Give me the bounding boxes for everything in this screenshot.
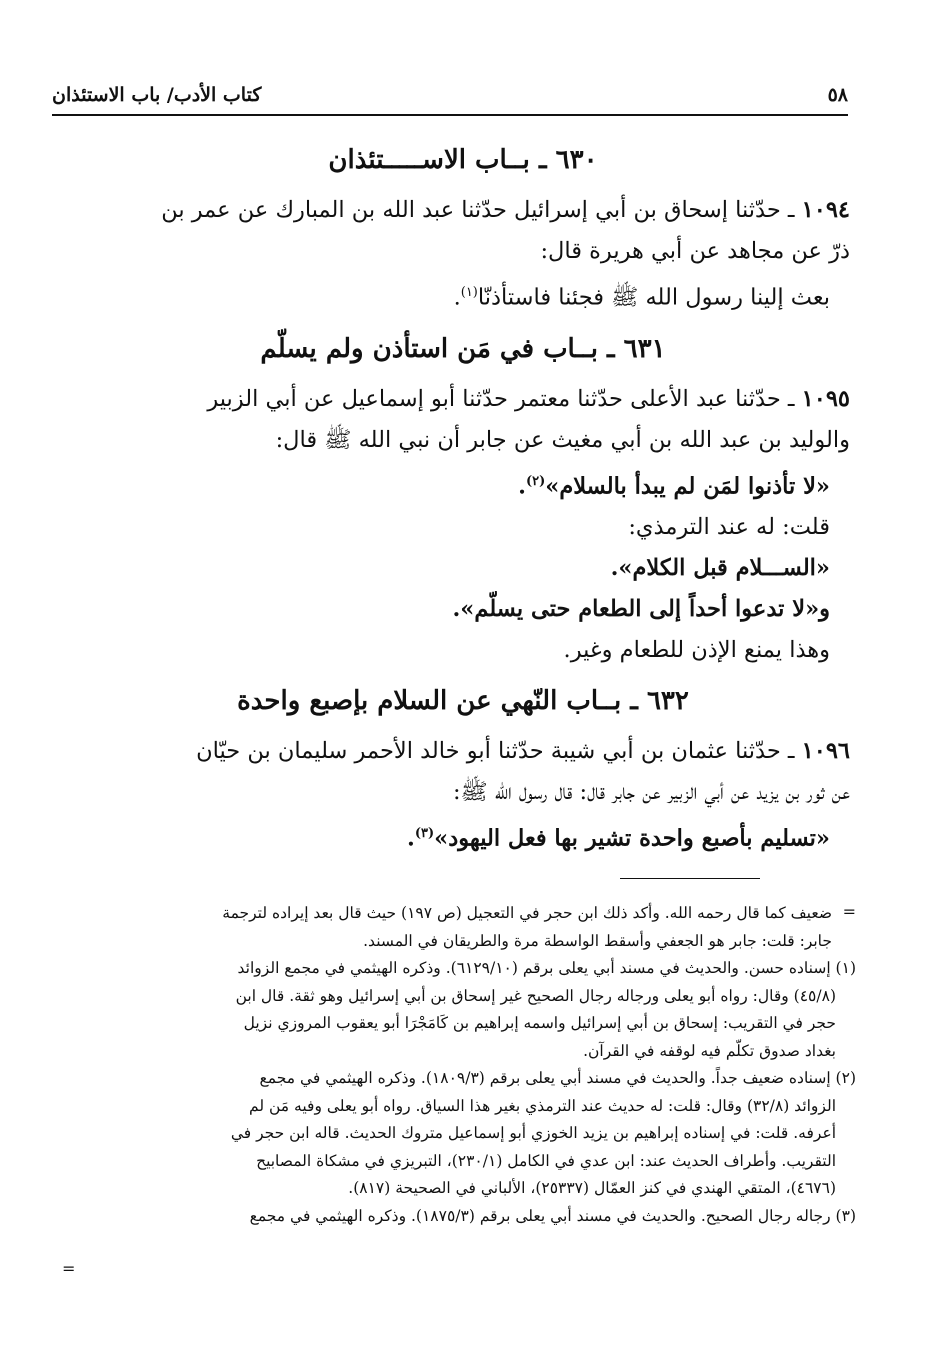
footnote-rule [620,878,760,879]
hadith-line: عن ثور بن يزيد عن أبي الزبير عن جابر قال: قال رسول الله ﷺ: [452,779,850,805]
hadith-line: والوليد بن عبد الله بن أبي مغيث عن جابر أن نبي الله ﷺ قال: [275,426,850,453]
hadith-text: ـ حدّثنا إسحاق بن أبي إسرائيل حدّثنا عبد الله بن المبارك عن عمر بن [161,197,802,223]
hadith-text: بعث إلينا رسول الله ﷺ فجئنا فاستأذنّا [477,284,830,311]
footnote-2: (٢) إسناده ضعيف جداً. والحديث في مسند أبي يعلى برقم (١٨٠٩/٣). وذكره الهيثمي في مجمع [259,1069,856,1087]
footnote-line: التقريب. وأطراف الحديث عند: ابن عدي في الكامل (٢٣٠/١)، التبريزي في مشكاة المصابيح [256,1151,836,1170]
hadith-line: وهذا يمنع الإذن للطعام وغير. [563,637,830,663]
footnote-line: (٤٦٧٦)، المتقي الهندي في كنز العمّال (٢٥٣٣٧)، الألباني في الصحيحة (٨١٧). [348,1179,836,1197]
footnote-line: جابر: قلت: جابر هو الجعفي وأسقط الواسطة مرة والطريقان في المسند. [363,931,832,950]
continues-marker: = [62,1259,76,1278]
hadith-text: «لا تأذنوا لمَن لم يبدأ بالسلام» [545,473,830,499]
footnote-line: ضعيف كما قال رحمه الله. وأكد ذلك ابن حجر في التعجيل (ص ١٩٧) حيث قال بعد إيراده لترجمة [222,904,832,922]
hadith-text: ـ حدّثنا عثمان بن أبي شيبة حدّثنا أبو خالد الأحمر سليمان بن حيّان [196,738,802,764]
main-text [76,132,850,860]
page-number: ٥٨ [827,84,848,106]
footnote-line: الزوائد (٣٢/٨) وقال: قلت: له حديث عند الترمذي بغير هذا السياق. رواه أبو يعلى وفيه مَن لم [249,1096,836,1115]
hadith-number: ١٠٩٤ [801,197,850,223]
continuation-marker: = [842,902,856,921]
chapter-heading: ٦٣٢ ـ بــاب النّهي عن السلام بإصبع واحدة [237,686,689,716]
header-rule [52,114,848,116]
footnote-line: بغداد صدوق تكلّم فيه لوقفه في القرآن. [583,1041,836,1060]
footnote-line: أعرفه. قلت: في إسناده إبراهيم بن يزيد الخوزي أبو إسماعيل متروك الحديث. قاله ابن حجر في [230,1124,836,1142]
hadith-line: بعث إلينا رسول الله ﷺ فجئنا فاستأذنّا$^{(١)}$. [453,284,830,311]
hadith-line: «الســـلام قبل الكلام». [610,555,830,581]
hadith-line: قلت: له عند الترمذي: [628,514,830,540]
hadith-line [76,379,850,420]
page-header [52,78,848,112]
running-title: كتاب الأدب/ باب الاستئذان [52,84,262,106]
hadith-text: ـ حدّثنا عبد الأعلى حدّثنا معتمر حدّثنا أبو إسماعيل عن أبي الزبير [207,385,802,412]
footnote-ref: (٣) [414,826,435,841]
hadith-number: ١٠٩٥ [801,385,850,412]
footnote-line: (٤٥/٨) وقال: رواه أبو يعلى ورجاله رجال الصحيح غير إسحاق بن أبي إسرائيل وهو ثقة. قال ابن [235,986,836,1005]
hadith-line [76,731,850,772]
chapter-heading: ٦٣٠ ـ بــاب الاســـــتئذان [328,145,598,175]
hadith-number: ١٠٩٦ [801,738,850,764]
hadith-text: «تسليم بأصبع واحدة تشير بها فعل اليهود» [434,825,830,852]
hadith-line: «تسليم بأصبع واحدة تشير بها فعل اليهود»$^{(٣)}$. [406,825,830,852]
hadith-line: و«لا تدعوا أحداً إلى الطعام حتى يسلّم». [452,596,830,622]
hadith-line [76,190,850,231]
footnote-ref: (١) [460,285,478,300]
hadith-line: «لا تأذنوا لمَن لم يبدأ بالسلام»$^{(٢)}$. [518,473,830,499]
hadith-line: ذرّ عن مجاهد عن أبي هريرة قال: [540,238,850,264]
chapter-heading: ٦٣١ ـ بــاب في مَن استأذن ولم يسلّم [260,333,666,364]
footnote-1: (١) إسناده حسن. والحديث في مسند أبي يعلى برقم (٦١٢٩/١٠). وذكره الهيثمي في مجمع الزوائد [237,959,856,977]
footnotes [70,900,856,1230]
footnote-ref: (٢) [525,473,546,489]
footnote-3: (٣) رجاله رجال الصحيح. والحديث في مسند أبي يعلى برقم (١٨٧٥/٣). وذكره الهيثمي في مجمع [249,1206,856,1225]
footnote-line: حجر في التقريب: إسحاق بن أبي إسرائيل واسمه إبراهيم بن كَامَجْرَا أبو يعقوب المروزي نزيل [243,1014,836,1032]
